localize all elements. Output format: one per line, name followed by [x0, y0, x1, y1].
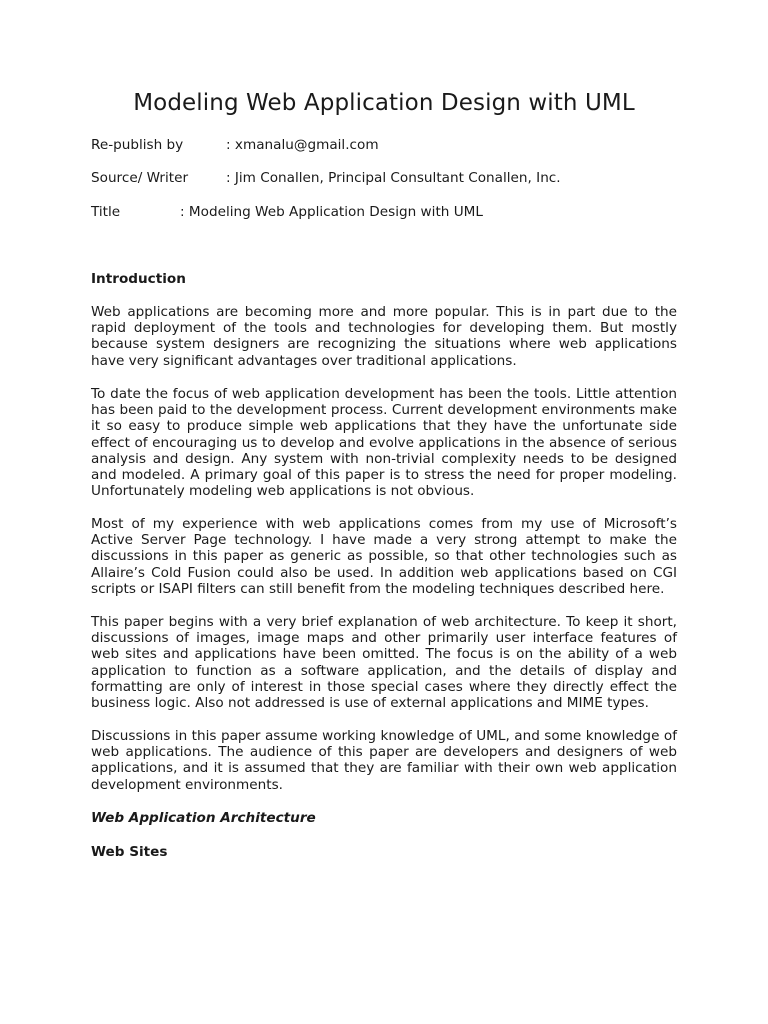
heading-web-application-architecture: Web Application Architecture — [91, 810, 316, 826]
paragraph-1: Web applications are becoming more and more popular. This is in part due to the rapid deployment of the tools and technologies for developing them. But mostly because system designers are recognizing the situations where web applications have very significant advantages over traditional applications. — [91, 304, 677, 369]
heading-web-sites: Web Sites — [91, 844, 168, 860]
meta-source-label: Source/ Writer — [91, 170, 189, 186]
paragraph-3: Most of my experience with web applications comes from my use of Microsoft’s Active Server Page technology. I have made a very strong attempt to make the discussions in this paper as generic as possible, so that other technologies such as Allaire’s Cold Fusion could also be used. In addition web applications based on CGI scripts or ISAPI filters can still benefit from the modeling techniques described here. — [91, 516, 677, 597]
heading-introduction: Introduction — [91, 271, 186, 287]
paragraph-4: This paper begins with a very brief explanation of web architecture. To keep it short, discussions of images, image maps and other primarily user interface features of web sites and applications have been omitted. The focus is on the ability of a web application to function as a software application, and the details of display and formatting are only of interest in those special cases where they directly effect the business logic. Also not addressed is use of external applications and MIME types. — [91, 614, 677, 712]
meta-republish-label: Re-publish by — [91, 137, 184, 153]
meta-title-value: : Modeling Web Application Design with UML — [180, 204, 483, 220]
meta-source-row — [91, 170, 561, 186]
meta-source-value: : Jim Conallen, Principal Consultant Conallen, Inc. — [226, 170, 561, 186]
paragraph-2: To date the focus of web application development has been the tools. Little attention has been paid to the development process. Current development environments make it so easy to produce simple web applications that they have the unfortunate side effect of encouraging us to develop and evolve applications in the absence of serious analysis and design. Any system with non-trivial complexity needs to be designed and modeled. A primary goal of this paper is to stress the need for proper modeling. Unfortunately modeling web applications is not obvious. — [91, 386, 677, 500]
meta-title-label: Title — [91, 204, 121, 220]
paragraph-5: Discussions in this paper assume working knowledge of UML, and some knowledge of web applications. The audience of this paper are developers and designers of web applications, and it is assumed that they are familiar with their own web application development environments. — [91, 728, 677, 793]
page-title: Modeling Web Application Design with UML — [133, 90, 635, 116]
meta-republish-row — [91, 137, 379, 153]
meta-title-row — [91, 204, 483, 220]
meta-republish-value: : xmanalu@gmail.com — [226, 137, 379, 153]
